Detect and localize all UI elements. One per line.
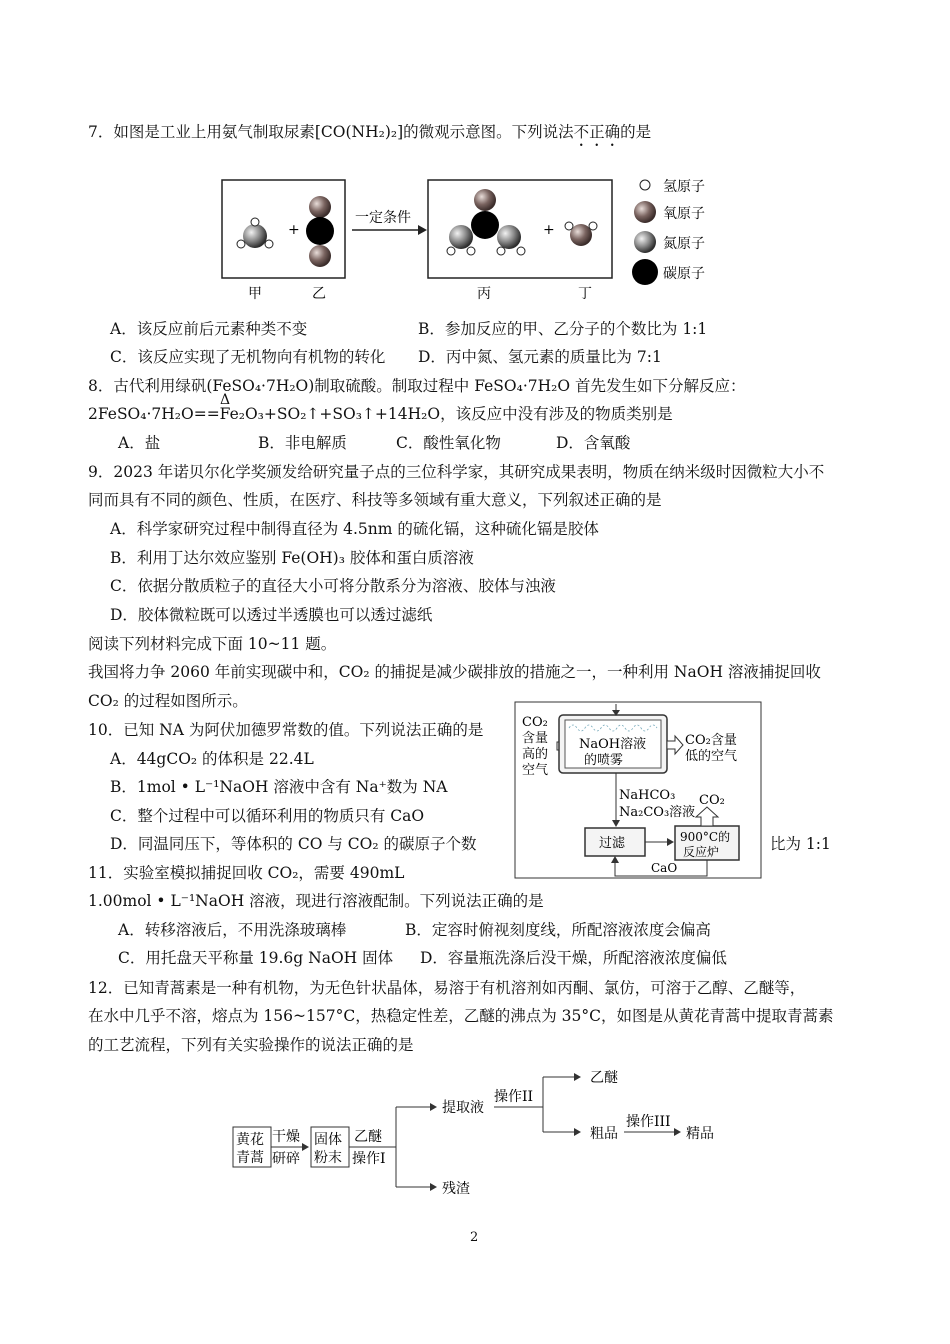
q7-stem-emphasis: 不正确 <box>573 123 621 141</box>
q11-stem-line1: 11．实验室模拟捕捉回收 CO₂，需要 490mL <box>88 864 405 882</box>
op2-label: 操作II <box>494 1089 534 1105</box>
q8-option-b: B．非电解质 <box>258 434 347 452</box>
q8-option-a: A．盐 <box>118 434 161 452</box>
material-text-line1: 我国将力争 2060 年前实现碳中和，CO₂ 的捕捉是减少碳排放的措施之一，一种利用 NaOH 溶液捕捉回收 <box>88 663 821 681</box>
q9-option-a: A．科学家研究过程中制得直径为 4.5nm 的硫化镉，这种硫化镉是胶体 <box>110 520 599 538</box>
q10-option-b: B．1mol • L⁻¹NaOH 溶液中含有 Na⁺数为 NA <box>110 778 448 796</box>
co2-capture-diagram <box>513 700 763 880</box>
q8-equation: 2FeSO₄·7H₂O==Fe₂O₃+SO₂↑+SO₃↑+14H₂O，该反应中没有涉及的物质类别是 <box>88 405 673 423</box>
spray-label2: 的喷雾 <box>584 753 624 768</box>
extract-label: 提取液 <box>442 1100 484 1116</box>
label-jia: 甲 <box>248 286 262 302</box>
q7-option-c: C．该反应实现了无机物向有机物的转化 <box>110 348 386 366</box>
q7-option-d: D．丙中氮、氢元素的质量比为 7:1 <box>418 348 662 366</box>
page-number: 2 <box>470 1230 479 1245</box>
q9-option-d: D．胶体微粒既可以透过半透膜也可以透过滤纸 <box>110 606 433 624</box>
legend-oxygen: 氧原子 <box>663 206 705 222</box>
plus-sign-2: + <box>543 222 555 238</box>
q10-option-d: D．同温同压下，等体积的 CO 与 CO₂ 的碳原子个数 <box>110 835 477 853</box>
q8-stem: 8．古代利用绿矾(FeSO₄·7H₂O)制取硫酸。制取过程中 FeSO₄·7H₂O 首先发生如下分解反应： <box>88 377 746 395</box>
residue-label: 残渣 <box>442 1181 470 1197</box>
ether-label: 乙醚 <box>590 1070 618 1086</box>
step1-label1: 干燥 <box>272 1129 300 1145</box>
q11-option-c: C．用托盘天平称量 19.6g NaOH 固体 <box>118 949 394 967</box>
start-label2: 青蒿 <box>236 1150 264 1166</box>
fine-label: 精品 <box>686 1126 714 1142</box>
co2-out-label: CO₂ <box>699 793 725 808</box>
outlet-line1: CO₂含量 <box>685 733 737 748</box>
ammonia-molecule <box>237 218 273 248</box>
q7-stem <box>88 122 651 150</box>
label-yi: 乙 <box>312 286 326 302</box>
legend-hydrogen: 氢原子 <box>663 179 705 195</box>
q9-option-c: C．依据分散质粒子的直径大小可将分散系分为溶液、胶体与浊液 <box>110 577 556 595</box>
powder-label2: 粉末 <box>314 1150 342 1166</box>
step1-label2: 研碎 <box>272 1151 300 1167</box>
q11-option-a: A．转移溶液后，不用洗涤玻璃棒 <box>118 921 347 939</box>
plus-sign-1: + <box>288 222 300 238</box>
material-text-line2: CO₂ 的过程如图所示。 <box>88 692 248 710</box>
filter-label: 过滤 <box>599 836 626 851</box>
q10-option-c: C．整个过程中可以循环利用的物质只有 CaO <box>110 807 425 825</box>
water-molecule <box>565 222 597 246</box>
q8-option-c: C．酸性氧化物 <box>396 434 501 452</box>
furnace-label2: 反应炉 <box>683 845 720 859</box>
step2-label2: 操作I <box>352 1151 386 1167</box>
furnace-label1: 900°C的 <box>680 830 731 844</box>
q9-stem-line1: 9．2023 年诺贝尔化学奖颁发给研究量子点的三位科学家，其研究成果表明，物质在纳米级时因微粒大小不 <box>88 463 825 481</box>
step2-label1: 乙醚 <box>354 1129 382 1145</box>
op3-label: 操作III <box>626 1114 671 1130</box>
crude-label: 粗品 <box>590 1126 618 1142</box>
q12-stem-line3: 的工艺流程，下列有关实验操作的说法正确的是 <box>88 1036 414 1054</box>
q12-flow-diagram <box>228 1062 738 1202</box>
q7-reaction-diagram <box>215 172 745 307</box>
cao-label: CaO <box>651 861 678 875</box>
q7-stem-suffix: 的是 <box>620 123 652 141</box>
inlet-line4: 空气 <box>522 763 549 778</box>
spray-label1: NaOH溶液 <box>579 737 647 752</box>
label-ding: 丁 <box>578 286 592 302</box>
q11-option-d: D．容量瓶洗涤后没干燥，所配溶液浓度偏低 <box>420 949 727 967</box>
q9-option-b: B．利用丁达尔效应鉴别 Fe(OH)₃ 胶体和蛋白质溶液 <box>110 549 474 567</box>
legend-nitrogen: 氮原子 <box>663 236 705 252</box>
q11-option-b: B．定容时俯视刻度线，所配溶液浓度会偏高 <box>405 921 711 939</box>
q10-option-a: A．44gCO₂ 的体积是 22.4L <box>110 750 314 768</box>
atom-legend <box>632 179 705 285</box>
q7-option-b: B．参加反应的甲、乙分子的个数比为 1:1 <box>418 320 708 338</box>
legend-carbon: 碳原子 <box>663 266 705 282</box>
inlet-line1: CO₂ <box>522 715 548 730</box>
q11-stem-line2: 1.00mol • L⁻¹NaOH 溶液，现进行溶液配制。下列说法正确的是 <box>88 892 544 910</box>
outlet-line2: 低的空气 <box>685 749 738 764</box>
carbon-dioxide-molecule <box>306 196 334 267</box>
q10-option-d-tail: 比为 1:1 <box>770 835 831 853</box>
q12-stem-line1: 12．已知青蒿素是一种有机物，为无色针状晶体，易溶于有机溶剂如丙酮、氯仿，可溶于乙醇、乙醚等， <box>88 979 806 997</box>
reaction-condition: 一定条件 <box>355 210 411 226</box>
start-label1: 黄花 <box>236 1132 264 1148</box>
q9-stem-line2: 同而具有不同的颜色、性质，在医疗、科技等多领域有重大意义，下列叙述正确的是 <box>88 491 662 509</box>
material-intro: 阅读下列材料完成下面 10~11 题。 <box>88 635 337 653</box>
q10-stem: 10．已知 NA 为阿伏加德罗常数的值。下列说法正确的是 <box>88 721 484 739</box>
powder-label1: 固体 <box>314 1132 342 1148</box>
urea-molecule <box>447 189 525 255</box>
stream-line2: Na₂CO₃溶液 <box>619 805 696 820</box>
stream-line1: NaHCO₃ <box>619 788 676 803</box>
q7-option-a: A．该反应前后元素种类不变 <box>110 320 308 338</box>
q8-delta-sign: Δ <box>220 392 231 408</box>
q8-option-d: D．含氧酸 <box>556 434 631 452</box>
q12-stem-line2: 在水中几乎不溶，熔点为 156~157°C，热稳定性差，乙醚的沸点为 35°C，如图是从黄花青蒿中提取青蒿素 <box>88 1007 834 1025</box>
label-bing: 丙 <box>477 286 491 302</box>
inlet-line3: 高的 <box>522 747 549 762</box>
q7-stem-prefix: 7．如图是工业上用氨气制取尿素[CO(NH₂)₂]的微观示意图。下列说法 <box>88 123 574 141</box>
inlet-line2: 含量 <box>522 731 549 746</box>
